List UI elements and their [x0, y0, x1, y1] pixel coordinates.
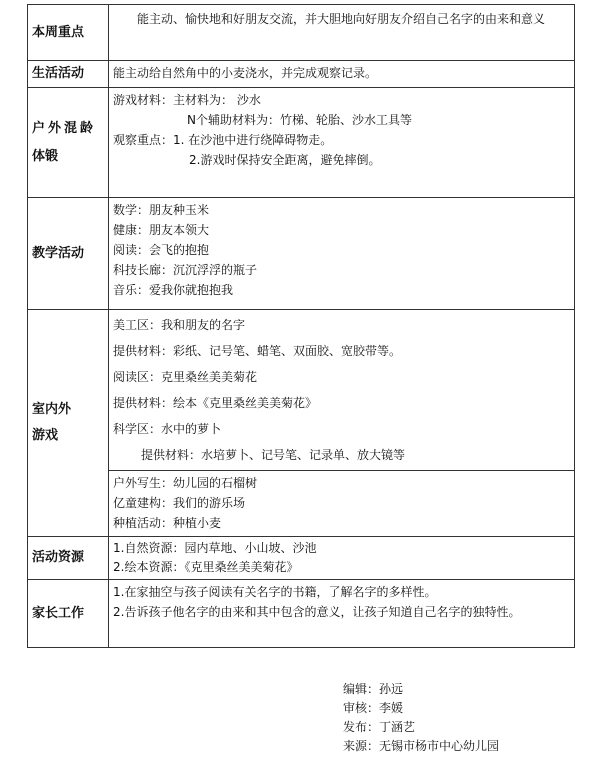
credit-editor: 编辑：孙远 [343, 682, 404, 696]
row-activity-resources [28, 537, 575, 580]
label-weekly-focus: 本周重点 [28, 5, 109, 61]
outdoor-game-line: 户外写生：幼儿园的石榴树 [113, 476, 258, 490]
credits-block [343, 680, 499, 756]
indoor-line: 提供材料：水培萝卜、记号笔、记录单、放大镜等 [141, 448, 406, 462]
content-weekly-focus [109, 5, 575, 61]
content-teaching-activity [109, 198, 575, 310]
label-outdoor-exercise [28, 88, 109, 198]
indoor-line: 提供材料：彩纸、记号笔、蜡笔、双面胶、宽胶带等。 [113, 344, 402, 358]
credit-publisher: 发布：丁涵艺 [343, 720, 416, 734]
row-parent-work [28, 580, 575, 648]
row-weekly-focus [28, 5, 575, 61]
content-life-activity [109, 61, 575, 88]
row-life-activity [28, 61, 575, 88]
teaching-line: 科技长廊：沉沉浮浮的瓶子 [113, 263, 258, 277]
content-outdoor-exercise [109, 88, 575, 198]
outdoor-line: N个辅助材料为：竹梯、轮胎、沙水工具等 [187, 113, 412, 127]
label-activity-resources: 活动资源 [28, 537, 109, 580]
label-indoor-outdoor-games [28, 310, 109, 537]
row-outdoor-exercise [28, 88, 575, 198]
label-parent-work: 家长工作 [28, 580, 109, 648]
row-outdoor-games [28, 471, 575, 537]
content-outdoor-games [109, 471, 575, 537]
label-games-line2: 游戏 [32, 428, 59, 443]
teaching-line: 数学：朋友种玉米 [113, 203, 210, 217]
indoor-line: 阅读区：克里桑丝美美菊花 [113, 370, 258, 384]
outdoor-line: 2.游戏时保持安全距离，避免摔倒。 [189, 153, 381, 167]
content-activity-resources [109, 537, 575, 580]
life-activity-text: 能主动给自然角中的小麦浇水，并完成观察记录。 [113, 66, 378, 80]
outdoor-game-line: 种植活动：种植小麦 [113, 516, 222, 530]
content-indoor-games [109, 310, 575, 471]
resource-line: 2.绘本资源：《克里桑丝美美菊花》 [113, 560, 299, 574]
credit-source: 来源：无锡市杨市中心幼儿园 [343, 739, 500, 753]
label-outdoor-exercise-line1: 户外混龄 [32, 120, 97, 136]
teaching-line: 音乐：爱我你就抱抱我 [113, 283, 234, 297]
indoor-line: 科学区：水中的萝卜 [113, 422, 222, 436]
parent-work-line: 2.告诉孩子他名字的由来和其中包含的意义，让孩子知道自己名字的独特性。 [113, 605, 521, 619]
resource-line: 1.自然资源：园内草地、小山坡、沙池 [113, 541, 317, 555]
weekly-plan-table [27, 4, 575, 648]
teaching-line: 阅读：会飞的抱抱 [113, 243, 210, 257]
indoor-line: 美工区：我和朋友的名字 [113, 318, 246, 332]
indoor-line: 提供材料：绘本《克里桑丝美美菊花》 [113, 396, 318, 410]
weekly-focus-text: 能主动、愉快地和好朋友交流，并大胆地向好朋友介绍自己名字的由来和意义 [137, 12, 546, 26]
label-outdoor-exercise-line2: 体锻 [32, 148, 59, 164]
outdoor-line: 观察重点：1. 在沙池中进行绕障碍物走。 [113, 133, 333, 147]
teaching-line: 健康：朋友本领大 [113, 223, 210, 237]
label-teaching-activity: 教学活动 [28, 198, 109, 310]
label-life-activity: 生活活动 [28, 61, 109, 88]
row-teaching-activity [28, 198, 575, 310]
credit-reviewer: 审核：李媛 [343, 701, 404, 715]
parent-work-line: 1.在家抽空与孩子阅读有关名字的书籍，了解名字的多样性。 [113, 585, 437, 599]
row-indoor-outdoor-games [28, 310, 575, 471]
outdoor-game-line: 亿童建构：我们的游乐场 [113, 496, 246, 510]
content-parent-work [109, 580, 575, 648]
outdoor-line: 游戏材料：主材料为： 沙水 [113, 93, 261, 107]
label-games-line1: 室内外 [32, 402, 72, 417]
